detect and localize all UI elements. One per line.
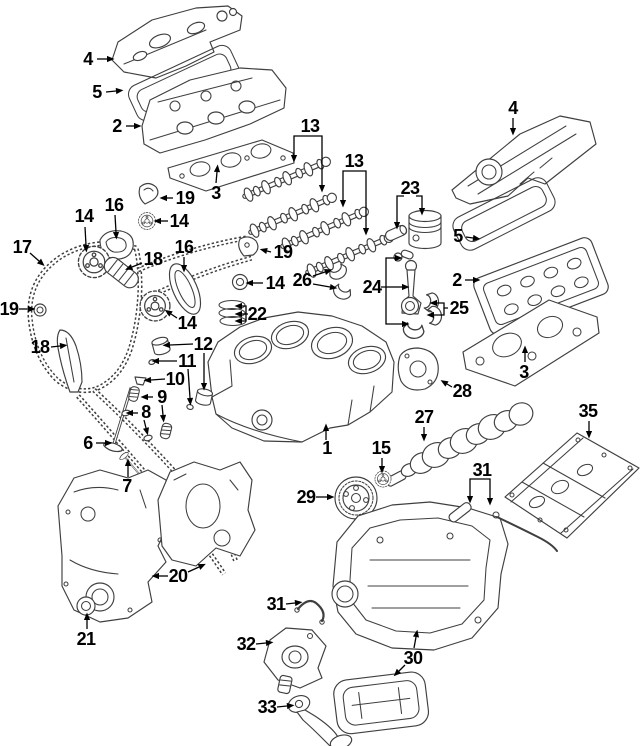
cylinder-head-left-drawing: [142, 68, 286, 153]
leader-line-5: [106, 91, 116, 92]
callout-2[interactable]: 2: [452, 270, 462, 290]
callout-4[interactable]: 4: [508, 98, 518, 118]
callout-13[interactable]: 13: [344, 151, 364, 171]
callout-7[interactable]: 7: [122, 476, 132, 496]
leader-arrowhead-9: [160, 415, 166, 423]
leader-line-14: [85, 227, 86, 245]
callout-3[interactable]: 3: [211, 183, 221, 203]
leader-line-13: [343, 171, 354, 200]
crankshaft-drawing: [385, 399, 536, 487]
callout-9[interactable]: 9: [157, 387, 167, 407]
callout-14[interactable]: 14: [74, 206, 94, 226]
leader-line-19: [267, 251, 271, 252]
callout-31[interactable]: 31: [472, 460, 492, 480]
leader-line-31: [286, 603, 295, 604]
leader-arrowhead-2: [134, 123, 142, 129]
leader-line-24: [381, 258, 395, 287]
leader-line-28: [447, 384, 452, 387]
callout-2[interactable]: 2: [112, 116, 122, 136]
leader-line-24: [386, 287, 402, 324]
leader-arrowhead-31: [487, 498, 493, 506]
callout-21[interactable]: 21: [76, 629, 96, 649]
leader-line-14: [171, 314, 177, 318]
rear-seal-retainer-drawing: [398, 348, 438, 390]
callout-22[interactable]: 22: [247, 304, 267, 324]
callout-14[interactable]: 14: [265, 273, 285, 293]
callout-5[interactable]: 5: [453, 226, 463, 246]
callout-14[interactable]: 14: [177, 313, 197, 333]
callout-1[interactable]: 1: [322, 438, 332, 458]
callout-23[interactable]: 23: [400, 178, 420, 198]
callout-28[interactable]: 28: [452, 381, 472, 401]
oil-pump-drawing: [264, 628, 326, 694]
leader-arrowhead-25: [427, 312, 435, 318]
oil-baffle-plate-drawing: [505, 433, 639, 538]
leader-line-23: [397, 196, 404, 222]
leader-arrowhead-27: [421, 434, 427, 442]
callout-5[interactable]: 5: [92, 82, 102, 102]
callout-12[interactable]: 12: [193, 334, 213, 354]
callout-13[interactable]: 13: [300, 116, 320, 136]
callout-16[interactable]: 16: [104, 195, 124, 215]
callout-19[interactable]: 19: [273, 242, 293, 262]
callout-25[interactable]: 25: [449, 298, 469, 318]
leader-arrowhead-13: [363, 228, 369, 236]
callout-26[interactable]: 26: [292, 270, 312, 290]
leader-arrowhead-4: [510, 128, 516, 136]
callout-20[interactable]: 20: [168, 566, 188, 586]
callout-17[interactable]: 17: [12, 237, 32, 257]
leader-line-33: [277, 706, 287, 707]
callout-15[interactable]: 15: [371, 438, 391, 458]
callout-19[interactable]: 19: [0, 299, 19, 319]
piston-and-pin-drawing: [384, 211, 441, 249]
valve-cover-left-drawing: [112, 6, 242, 78]
leader-arrowhead-13: [319, 185, 325, 193]
timing-cover-front-drawing: [58, 470, 170, 622]
crank-seal-drawing: [77, 597, 95, 615]
callout-18[interactable]: 18: [30, 337, 50, 357]
leader-line-16: [115, 215, 116, 232]
leader-line-12: [170, 344, 193, 345]
leader-line-31: [482, 479, 490, 498]
timing-cover-rear-drawing: [158, 462, 255, 566]
leader-arrowhead-19: [160, 195, 168, 201]
leader-arrowhead-5: [116, 88, 124, 94]
leader-arrowhead-28: [441, 380, 449, 387]
leader-line-26: [313, 284, 330, 287]
callout-11[interactable]: 11: [178, 351, 196, 371]
leader-line-32: [256, 643, 266, 644]
callout-16[interactable]: 16: [174, 237, 194, 257]
leader-arrowhead-13: [340, 200, 346, 208]
oil-pan-lower-drawing: [332, 670, 430, 735]
leader-arrowhead-19: [260, 248, 268, 254]
callout-24[interactable]: 24: [362, 277, 382, 297]
callout-10[interactable]: 10: [165, 369, 185, 389]
callout-6[interactable]: 6: [83, 433, 93, 453]
callout-29[interactable]: 29: [296, 487, 316, 507]
leader-arrowhead-9: [141, 394, 149, 400]
callout-32[interactable]: 32: [236, 634, 256, 654]
callout-8[interactable]: 8: [141, 402, 151, 422]
leader-line-5: [466, 237, 473, 238]
callout-4[interactable]: 4: [83, 49, 93, 69]
leader-arrowhead-35: [586, 431, 592, 439]
oil-pan-upper-drawing: [332, 502, 508, 650]
callout-27[interactable]: 27: [414, 407, 434, 427]
callout-18[interactable]: 18: [143, 249, 163, 269]
callout-14[interactable]: 14: [169, 211, 189, 231]
connecting-rod-drawing: [394, 249, 443, 340]
callout-31[interactable]: 31: [266, 594, 286, 614]
engine-block-drawing: [208, 312, 394, 442]
callout-35[interactable]: 35: [578, 401, 598, 421]
leader-arrowhead-22: [235, 318, 243, 324]
leader-line-10: [151, 379, 165, 380]
leader-line-20: [188, 567, 199, 572]
valve-cover-right-drawing: [452, 116, 596, 204]
callout-3[interactable]: 3: [519, 362, 529, 382]
leader-line-31: [470, 479, 482, 496]
leader-line-13: [294, 136, 310, 155]
leader-arrowhead-8: [143, 427, 149, 435]
callout-33[interactable]: 33: [257, 697, 277, 717]
callout-30[interactable]: 30: [403, 648, 423, 668]
leader-arrowhead-29: [327, 494, 335, 500]
crank-sprocket-drawing: [375, 471, 391, 487]
leader-line-11: [188, 369, 190, 398]
callout-19[interactable]: 19: [175, 188, 195, 208]
